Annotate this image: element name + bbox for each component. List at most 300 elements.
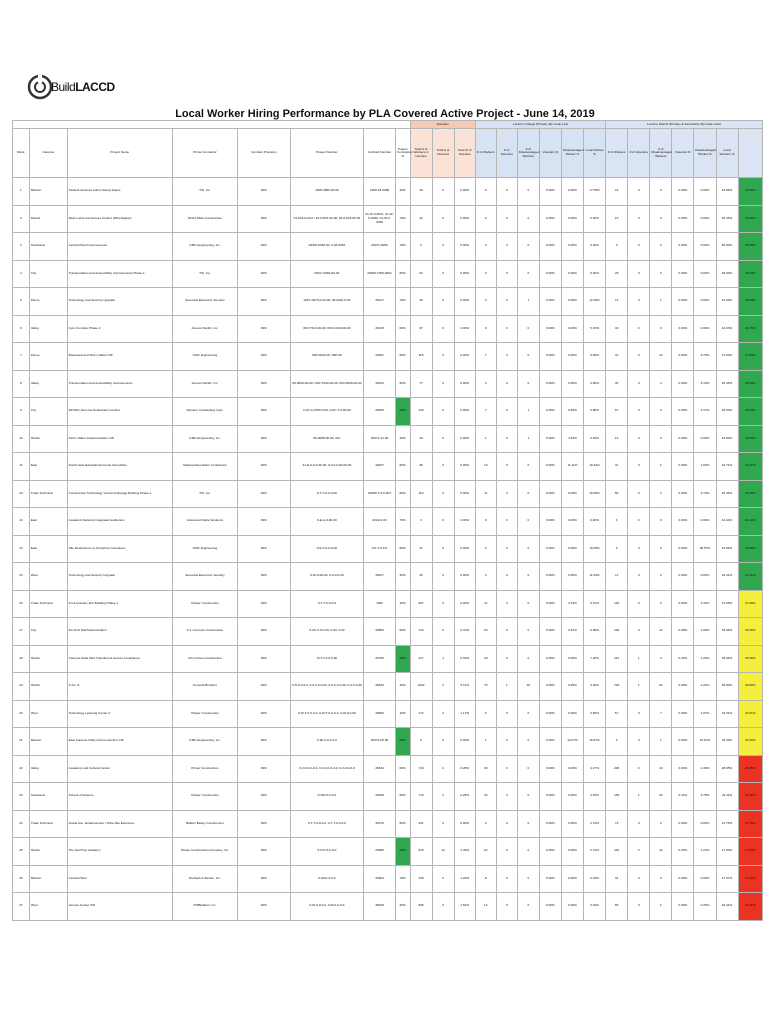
cell-name: Technology and Security Upgrade (67, 288, 172, 316)
cell-lw: 0 (475, 508, 496, 536)
cell-ddp: 2.78% (694, 783, 716, 811)
cell-comp: 70% (395, 508, 410, 536)
cell-tw: 1902 (410, 673, 432, 701)
cell-dvp: 0.00% (672, 233, 694, 261)
cell-ddp: 0.00% (694, 178, 716, 206)
cell-name: Da Vinci Hall Modernization (67, 618, 172, 646)
cell-ld: 0 (517, 590, 539, 618)
cell-tw: 144 (410, 398, 432, 426)
cell-dv: 0 (628, 370, 650, 398)
col-project-number: Project Number (290, 129, 364, 178)
cell-dv: 0 (628, 893, 650, 921)
status-flag: 44.33% (738, 315, 762, 343)
cell-dd: 0 (650, 810, 672, 838)
cell-dw: 29 (606, 260, 628, 288)
cell-prov: 30% (238, 508, 291, 536)
cell-dvp: 0.00% (672, 398, 694, 426)
cell-tv: 0 (432, 618, 454, 646)
cell-pnum: 0-0C-0-0-0-00, 0-0C-T-00 (290, 618, 364, 646)
cell-dv: 0 (628, 865, 650, 893)
cell-name: Art & Culinary Arts Building Phase 1 (67, 590, 172, 618)
cell-dvp: 0.00% (672, 343, 694, 371)
table-row (13, 535, 763, 563)
cell-campus: East (29, 453, 67, 481)
local-college-group-header: Local to College (Primary Zip Code List) (475, 121, 605, 129)
table-row (13, 398, 763, 426)
cell-tw: 49 (410, 178, 432, 206)
cell-dlp: 44.00% (716, 288, 738, 316)
cell-comp: 10% (395, 590, 410, 618)
cell-prov: 30% (238, 260, 291, 288)
cell-lvp: 0.00% (539, 260, 561, 288)
cell-lw: 22 (475, 838, 496, 866)
cell-name: Gym Complex Phase 2 (67, 315, 172, 343)
cell-rank: 18 (13, 645, 30, 673)
cell-pnum: 0-E-A-0-00-00 (290, 508, 364, 536)
cell-llp: 3.45% (584, 425, 606, 453)
cell-name: Site Restrictions on Nonprime Completes (67, 535, 172, 563)
cell-dvp: 0.00% (672, 590, 694, 618)
cell-pnum: 0-MI-0-0-0-0-0 (290, 728, 364, 756)
cell-dlp: 42.86% (716, 178, 738, 206)
cell-dw: 41 (606, 453, 628, 481)
table-row (13, 315, 763, 343)
cell-tv: 0 (432, 508, 454, 536)
cell-llp: 0.00% (584, 260, 606, 288)
cell-dd: 0 (650, 178, 672, 206)
cell-tv: 0 (432, 728, 454, 756)
cell-dv: 0 (628, 480, 650, 508)
cell-prime: TSI, Inc. (172, 480, 237, 508)
cell-pnum: 0-T-T-0-0-0-00 (290, 480, 364, 508)
cell-lvp: 0.00% (539, 755, 561, 783)
cell-llp: 77.55% (584, 178, 606, 206)
cell-campus: Valley (29, 755, 67, 783)
cell-lvp: 0.00% (539, 865, 561, 893)
cell-lw: 10 (475, 453, 496, 481)
cell-cnum: 33826 (364, 398, 396, 426)
cell-dd: 0 (650, 590, 672, 618)
cell-dv: 0 (628, 205, 650, 233)
cell-ld: 0 (517, 618, 539, 646)
cell-lw: 0 (475, 233, 496, 261)
cell-prov: 30% (238, 810, 291, 838)
cell-tw: 396 (410, 893, 432, 921)
cell-dv: 0 (628, 315, 650, 343)
cell-lvp: 0.00% (539, 205, 561, 233)
cell-ld: 0 (517, 755, 539, 783)
cell-rank: 15 (13, 563, 30, 591)
cell-ld: 0 (517, 453, 539, 481)
cell-ddp: 1.26% (694, 673, 716, 701)
cell-pnum: 0-W-0-00-00, 0-0-0-0-00 (290, 563, 364, 591)
cell-dlp: 42.31% (716, 563, 738, 591)
cell-dlp: 34.01% (716, 700, 738, 728)
cell-tw: 29 (410, 425, 432, 453)
cell-ddp: 4.07% (694, 700, 716, 728)
cell-lv: 0 (496, 480, 517, 508)
cell-dw: 11 (606, 288, 628, 316)
cell-tw: 96 (410, 453, 432, 481)
cell-comp: 60% (395, 315, 410, 343)
cell-llp: 3.90% (584, 370, 606, 398)
cell-ld: 0 (517, 728, 539, 756)
cell-campus: Harbor (29, 425, 67, 453)
cell-prime: Advanced Cable Solutions (172, 508, 237, 536)
cell-dv: 1 (628, 783, 650, 811)
cell-lw: 3 (475, 288, 496, 316)
cell-dw: 35 (606, 370, 628, 398)
col-lc-veterans: # of Veterans (496, 129, 517, 178)
cell-tvp: 0.00% (454, 728, 475, 756)
cell-cnum: 34980 (364, 838, 396, 866)
cell-prime: Harper Construction Company, Inc. (172, 838, 237, 866)
cell-dv: 2 (628, 838, 650, 866)
col-total-workers-campus: Total # of Workers in Campus (410, 129, 432, 178)
cell-ld: 0 (517, 838, 539, 866)
cell-ldp: 0.00% (561, 838, 583, 866)
cell-prov: 30% (238, 233, 291, 261)
cell-ldp: 3.76% (561, 590, 583, 618)
cell-prov: 30% (238, 398, 291, 426)
cell-prime: World Wide Construction (172, 205, 237, 233)
cell-prime: National Demolition Contractors (172, 453, 237, 481)
col-ld-workers: # of Workers (606, 129, 628, 178)
cell-dvp: 0.00% (672, 425, 694, 453)
cell-dlp: 46.53% (716, 398, 738, 426)
cell-name: S.A.L.S. (67, 673, 172, 701)
cell-tw: 5 (410, 233, 432, 261)
col-total-veterans: Total # of Veterans (432, 129, 454, 178)
cell-dv: 1 (628, 645, 650, 673)
cell-llp: 3.03% (584, 893, 606, 921)
cell-rank: 9 (13, 398, 30, 426)
cell-name: Campus-Wide ADA Transition & Access Compliance (67, 645, 172, 673)
cell-prime: Access Pacific, Inc. (172, 315, 237, 343)
cell-pnum: 06SW-0038-00, 0-06-0062 (290, 233, 364, 261)
cell-lvp: 0.00% (539, 893, 561, 921)
cell-ld: 0 (517, 233, 539, 261)
cell-dw: 13 (606, 425, 628, 453)
cell-campus: District (29, 205, 67, 233)
cell-comp: 90% (395, 398, 410, 426)
cell-lv: 0 (496, 590, 517, 618)
cell-dv: 0 (628, 590, 650, 618)
cell-ddp: 0.00% (694, 315, 716, 343)
cell-lv: 1 (496, 673, 517, 701)
cell-comp: 80% (395, 260, 410, 288)
cell-dw: 142 (606, 838, 628, 866)
cell-dvp: 0.32% (672, 645, 694, 673)
status-flag: 45.45% (738, 370, 762, 398)
cell-lw: 6 (475, 700, 496, 728)
cell-dw: 65 (606, 893, 628, 921)
cell-campus: Trade Technical (29, 810, 67, 838)
cell-tvp: 0.00% (454, 233, 475, 261)
cell-lv: 0 (496, 343, 517, 371)
cell-rank: 16 (13, 590, 30, 618)
cell-llp: 5.31% (584, 590, 606, 618)
cell-cnum: 20072-MI-00 (364, 728, 396, 756)
cell-ld: 0 (517, 343, 539, 371)
col-lc-veterans-pct: Veterans % (539, 129, 561, 178)
col-lc-disadvantaged: # of Disadvantaged Workers (517, 129, 539, 178)
cell-lw: 0 (475, 315, 496, 343)
cell-cnum: 19MI-18-0986 (364, 178, 396, 206)
table-row (13, 673, 763, 701)
cell-ld: 0 (517, 370, 539, 398)
cell-ddp: 4.17% (694, 398, 716, 426)
cell-tvp: 0.11% (454, 673, 475, 701)
cell-dlp: 36.80% (716, 673, 738, 701)
cell-llp: 4.86% (584, 398, 606, 426)
cell-lvp: 0.00% (539, 288, 561, 316)
cell-dv: 0 (628, 563, 650, 591)
cell-campus: City (29, 260, 67, 288)
cell-campus: East (29, 535, 67, 563)
cell-lvp: 0.00% (539, 590, 561, 618)
buildlaccd-logo (27, 72, 115, 106)
cell-tv: 2 (432, 783, 454, 811)
cell-rank: 8 (13, 370, 30, 398)
cell-dvp: 0.00% (672, 700, 694, 728)
cell-tvp: 0.00% (454, 453, 475, 481)
cell-tw: 719 (410, 783, 432, 811)
cell-comp: 80% (395, 618, 410, 646)
table-row (13, 205, 763, 233)
cell-lvp: 0.00% (539, 645, 561, 673)
cell-lw: 0 (475, 535, 496, 563)
cell-comp: 60% (395, 535, 410, 563)
cell-comp: 60% (395, 755, 410, 783)
cell-dd: 10 (650, 755, 672, 783)
cell-tv: 0 (432, 315, 454, 343)
cell-lvp: 0.00% (539, 618, 561, 646)
cell-campus: Mission (29, 728, 67, 756)
cell-ld: 0 (517, 205, 539, 233)
cell-rank: 13 (13, 508, 30, 536)
cell-dw: 44 (606, 865, 628, 893)
cell-ldp: 0.00% (561, 370, 583, 398)
cell-name: Construction Technology Yard and Storage Building Phase 1 (67, 480, 172, 508)
cell-prov: 30% (238, 425, 291, 453)
cell-cnum: 39028 (364, 893, 396, 921)
cell-dlp: 47.83% (716, 343, 738, 371)
logo-text: BuildLACCD (51, 80, 115, 94)
status-flag: 44.00% (738, 288, 762, 316)
cell-lv: 0 (496, 893, 517, 921)
cell-rank: 11 (13, 453, 30, 481)
cell-tv: 6 (432, 893, 454, 921)
cell-dw: 193 (606, 618, 628, 646)
status-flag: 33.33% (738, 728, 762, 756)
status-flag: 42.86% (738, 178, 762, 206)
table-row (13, 178, 763, 206)
cell-tvp: 0.00% (454, 260, 475, 288)
cell-pnum: 0-H-T-0-0-0-00 (290, 645, 364, 673)
cell-lv: 0 (496, 618, 517, 646)
cell-rank: 2 (13, 205, 30, 233)
cell-dd: 0 (650, 233, 672, 261)
cell-lw: 8 (475, 865, 496, 893)
cell-dvp: 0.05% (672, 673, 694, 701)
cell-comp: 60% (395, 783, 410, 811)
table-row (13, 618, 763, 646)
cell-dlp: 44.83% (716, 425, 738, 453)
cell-lvp: 0.00% (539, 508, 561, 536)
cell-lv: 0 (496, 783, 517, 811)
cell-tv: 2 (432, 755, 454, 783)
cell-pnum: 19MI-0986-00-00 (290, 178, 364, 206)
cell-prime: S.J. Amoroso Construction (172, 618, 237, 646)
cell-cnum: 33844 (364, 755, 396, 783)
cell-ldp: 0.00% (561, 343, 583, 371)
cell-dw: 10 (606, 205, 628, 233)
cell-dvp: 0.00% (672, 480, 694, 508)
cell-ldp: 0.00% (561, 563, 583, 591)
status-flag: 46.03% (738, 260, 762, 288)
veterans-group-header: Veterans (410, 121, 475, 129)
cell-comp: 60% (395, 343, 410, 371)
cell-lvp: 0.00% (539, 535, 561, 563)
cell-pnum: 0-H-0-0-0-0, 0-0-0-0-0-00, 0-0-0-0-0-00, 0-0-0-0-00 (290, 673, 364, 701)
cell-llp: 5.03% (584, 865, 606, 893)
cell-ddp: 5.19% (694, 370, 716, 398)
cell-cnum: 33806 (364, 700, 396, 728)
cell-prime: Western Contracting Corp. (172, 398, 237, 426)
cell-dw: 159 (606, 783, 628, 811)
cell-comp: 40% (395, 425, 410, 453)
cell-lv: 0 (496, 700, 517, 728)
cell-tw: 719 (410, 755, 432, 783)
cell-campus: East (29, 508, 67, 536)
cell-pnum: 21-E-0-0-0-00-00, 0-0-0-0-00-00-00 (290, 453, 364, 481)
cell-ldp: 0.00% (561, 645, 583, 673)
cell-tvp: 0.00% (454, 425, 475, 453)
cell-campus: Trade Technical (29, 480, 67, 508)
cell-tv: 0 (432, 178, 454, 206)
cell-dlp: 60.00% (716, 233, 738, 261)
cell-lw: 3 (475, 563, 496, 591)
col-flag (738, 129, 762, 178)
cell-dd: 0 (650, 508, 672, 536)
cell-name: Grand Ave. Enhancement / Olive Site Extension (67, 810, 172, 838)
cell-lvp: 0.00% (539, 425, 561, 453)
status-flag: 28.65% (738, 755, 762, 783)
table-row (13, 480, 763, 508)
cell-llp: 16.67% (584, 728, 606, 756)
cell-lw: 1 (475, 425, 496, 453)
cell-tw: 63 (410, 260, 432, 288)
cell-rank: 21 (13, 728, 30, 756)
cell-tv: 0 (432, 535, 454, 563)
cell-pnum: 06CC-0069-00-00 (290, 260, 364, 288)
cell-lv: 0 (496, 865, 517, 893)
cell-ldp: 0.00% (561, 315, 583, 343)
cell-lv: 0 (496, 535, 517, 563)
cell-dw: 206 (606, 755, 628, 783)
col-rank: Rank (13, 129, 30, 178)
cell-lvp: 0.00% (539, 370, 561, 398)
cell-prime: Securitas Electronic Security (172, 563, 237, 591)
cell-ddp: 0.00% (694, 233, 716, 261)
cell-name: Storm Water Implementation CIP (67, 425, 172, 453)
cell-dvp: 0.00% (672, 315, 694, 343)
cell-dvp: 0.00% (672, 893, 694, 921)
cell-ld: 0 (517, 315, 539, 343)
cell-llp: 0.00% (584, 233, 606, 261)
cell-lw: 11 (475, 480, 496, 508)
cell-campus: Southwest (29, 233, 67, 261)
cell-dw: 41 (606, 343, 628, 371)
cell-dlp: 45.45% (716, 205, 738, 233)
cell-dd: 0 (650, 563, 672, 591)
cell-campus: Harbor (29, 645, 67, 673)
cell-tvp: 0.00% (454, 178, 475, 206)
cell-comp: 90% (395, 728, 410, 756)
cell-dlp: 35.96% (716, 645, 738, 673)
cell-tw: 26 (410, 563, 432, 591)
cell-prime: TSI, Inc. (172, 260, 237, 288)
cell-lw: 0 (475, 205, 496, 233)
cell-dvp: 0.00% (672, 535, 694, 563)
cell-ddp: 8.70% (694, 343, 716, 371)
cell-tw: 21 (410, 535, 432, 563)
cell-dv: 0 (628, 453, 650, 481)
cell-dw: 72 (606, 810, 628, 838)
cell-dv: 0 (628, 398, 650, 426)
cell-cnum: 20068-T-0-0-00T (364, 480, 396, 508)
cell-name: South Gate Educational Center Demolition (67, 453, 172, 481)
cell-ddp: 1.23% (694, 838, 716, 866)
cell-tw: 172 (410, 700, 432, 728)
cell-prime: TSI, Inc. (172, 178, 237, 206)
cell-dd: 0 (650, 205, 672, 233)
cell-dvp: 0.00% (672, 508, 694, 536)
cell-comp: 99% (395, 645, 410, 673)
cell-ldp: 0.00% (561, 233, 583, 261)
cell-lv: 0 (496, 260, 517, 288)
cell-ld: 0 (517, 893, 539, 921)
cell-llp: 12.00% (584, 288, 606, 316)
cell-ddp: 1.04% (694, 453, 716, 481)
status-flag: 21.75% (738, 810, 762, 838)
cell-tv: 12 (432, 838, 454, 866)
cell-rank: 27 (13, 893, 30, 921)
cell-dd: 7 (650, 700, 672, 728)
cell-lv: 0 (496, 838, 517, 866)
cell-ddp: 2.42% (694, 590, 716, 618)
cell-tw: 715 (410, 618, 432, 646)
cell-comp: 50% (395, 370, 410, 398)
cell-name: The Net Prep Academy (67, 838, 172, 866)
cell-llp: 11.54% (584, 563, 606, 591)
cell-rank: 23 (13, 783, 30, 811)
table-row (13, 755, 763, 783)
cell-pnum: 06P-0062-00, 06P-00 (290, 343, 364, 371)
cell-ld: 0 (517, 810, 539, 838)
col-contract-number: Contract Number (364, 129, 396, 178)
col-campus: Campus (29, 129, 67, 178)
cell-dvp: 0.00% (672, 288, 694, 316)
cell-dv: 0 (628, 260, 650, 288)
cell-cnum: 20072-12-00 (364, 425, 396, 453)
cell-dlp: 22.11% (716, 783, 738, 811)
cell-campus: Pierce (29, 288, 67, 316)
cell-dv: 0 (628, 810, 650, 838)
cell-prov: 30% (238, 728, 291, 756)
cell-lw: 75 (475, 673, 496, 701)
